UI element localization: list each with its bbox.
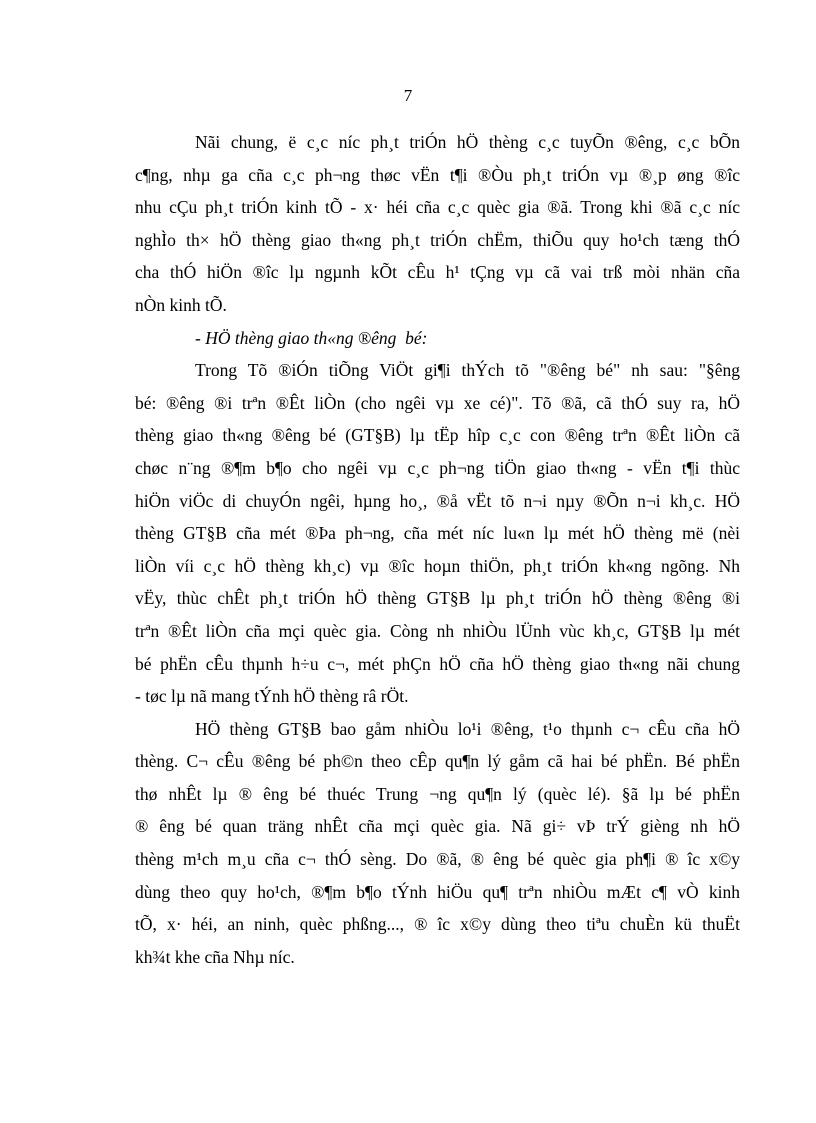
text-line: thèng GT§B cña mét ®Þa ph¬ng, cña mét níc lu«n lµ mét hÖ thèng më (nèi [135, 523, 740, 544]
text-line: ® êng bé quan träng nhÊt cña mçi quèc gia. Nã gi÷ vÞ trÝ gièng nh hÖ [135, 816, 740, 837]
text-line: dùng theo quy ho¹ch, ®¶m b¶o tÝnh hiÖu qu¶ trªn nhiÒu mÆt c¶ vÒ kinh [135, 881, 740, 902]
text-line: thèng m¹ch m¸u cña c¬ thÓ sèng. Do ®ã, ® êng bé quèc gia ph¶i ® îc x©y [135, 849, 740, 870]
text-line: bé: ®êng ®i trªn ®Êt liÒn (cho ngêi vµ xe cé)". Tõ ®ã, cã thÓ suy ra, hÖ [135, 392, 740, 413]
text-line: tÕ, x· héi, an ninh, quèc phßng..., ® îc x©y dùng theo tiªu chuÈn kü thuËt [135, 914, 740, 935]
text-line: hiÖn viÖc di chuyÓn ngêi, hµng ho¸, ®å vËt tõ n¬i nµy ®Õn n¬i kh¸c. HÖ [135, 490, 740, 511]
text-line: thø nhÊt lµ ® êng bé thuéc Trung ¬ng qu¶n lý (quèc lé). §ã lµ bé phËn [135, 783, 740, 804]
text-line: nÒn kinh tÕ. [135, 294, 227, 315]
text-line: c¶ng, nhµ ga cña c¸c ph¬ng thøc vËn t¶i ®Òu ph¸t triÓn vµ ®¸p øng ®îc [135, 164, 740, 185]
text-line: vËy, thùc chÊt ph¸t triÓn hÖ thèng GT§B lµ ph¸t triÓn hÖ thèng ®êng ®i [135, 588, 740, 609]
text-line: Nãi chung, ë c¸c níc ph¸t triÓn hÖ thèng c¸c tuyÕn ®êng, c¸c bÕn [195, 132, 740, 152]
text-line: liÒn víi c¸c hÖ thèng kh¸c) vµ ®îc hoµn thiÖn, ph¸t triÓn kh«ng ngõng. Nh [135, 555, 740, 576]
text-line: - HÖ thèng giao th«ng ®êng bé: [195, 327, 428, 348]
text-line: thèng giao th«ng ®êng bé (GT§B) lµ tËp hîp c¸c con ®êng trªn ®Êt liÒn cã [135, 425, 740, 446]
text-line: cha thÓ hiÖn ®îc lµ ngµnh kÕt cÊu h¹ tÇng vµ cã vai trß mòi nhän cña [135, 262, 740, 283]
text-line: nghÌo th× hÖ thèng giao th«ng ph¸t triÓn chËm, thiÕu quy ho¹ch tæng thÓ [135, 229, 740, 250]
text-line: nhu cÇu ph¸t triÓn kinh tÕ - x· héi cña c¸c quèc gia ®ã. Trong khi ®ã c¸c níc [135, 197, 740, 218]
text-line: trªn ®Êt liÒn cña mçi quèc gia. Còng nh nhiÒu lÜnh vùc kh¸c, GT§B lµ mét [135, 620, 740, 641]
text-line: - tøc lµ nã mang tÝnh hÖ thèng râ rÖt. [135, 686, 409, 707]
body-text [135, 126, 740, 973]
text-line: HÖ thèng GT§B bao gåm nhiÒu lo¹i ®êng, t¹o thµnh c¬ cÊu cña hÖ [195, 718, 740, 739]
text-line: bé phËn cÊu thµnh h÷u c¬, mét phÇn hÖ cña hÖ thèng giao th«ng nãi chung [135, 653, 740, 674]
text-line: kh¾t khe cña Nhµ níc. [135, 946, 295, 967]
page-number: 7 [403, 86, 413, 105]
text-line: chøc n¨ng ®¶m b¶o cho ngêi vµ c¸c ph¬ng tiÖn giao th«ng - vËn t¶i thùc [135, 457, 740, 478]
text-line: Trong Tõ ®iÓn tiÕng ViÖt gi¶i thÝch tõ "®êng bé" nh sau: "§êng [195, 360, 740, 381]
text-line: thèng. C¬ cÊu ®êng bé ph©n theo cÊp qu¶n lý gåm cã hai bé phËn. Bé phËn [135, 751, 740, 772]
